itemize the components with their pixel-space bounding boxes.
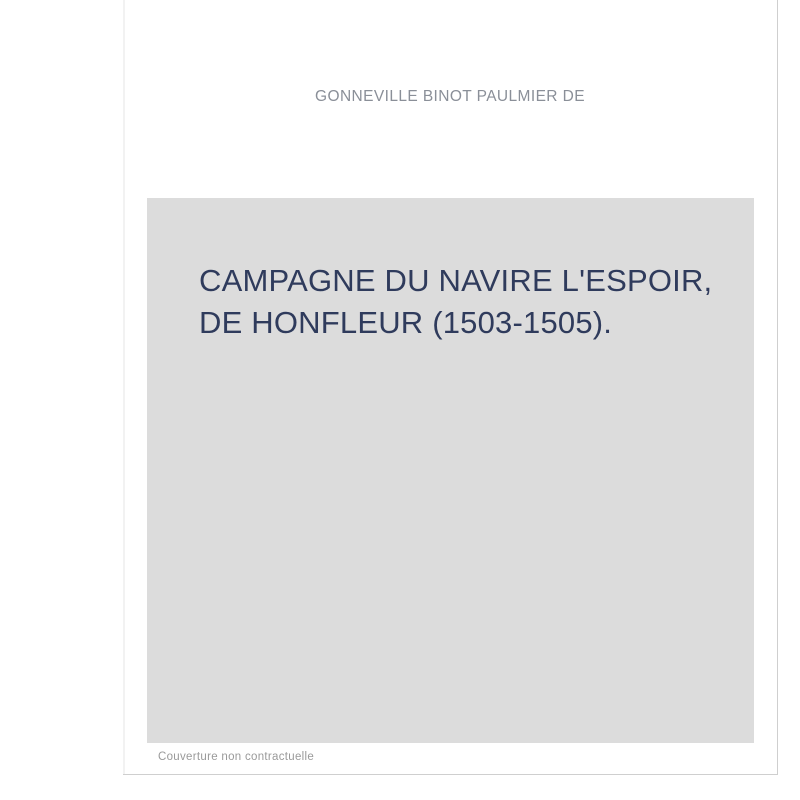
cover-title-panel bbox=[147, 198, 754, 743]
cover-author: GONNEVILLE BINOT PAULMIER DE bbox=[315, 88, 585, 105]
cover-disclaimer: Couverture non contractuelle bbox=[158, 751, 315, 763]
cover-title: CAMPAGNE DU NAVIRE L'ESPOIR, DE HONFLEUR (1503-1505). bbox=[199, 263, 713, 340]
cover-spine-shading bbox=[123, 0, 125, 774]
book-cover-sheet bbox=[123, 0, 778, 775]
